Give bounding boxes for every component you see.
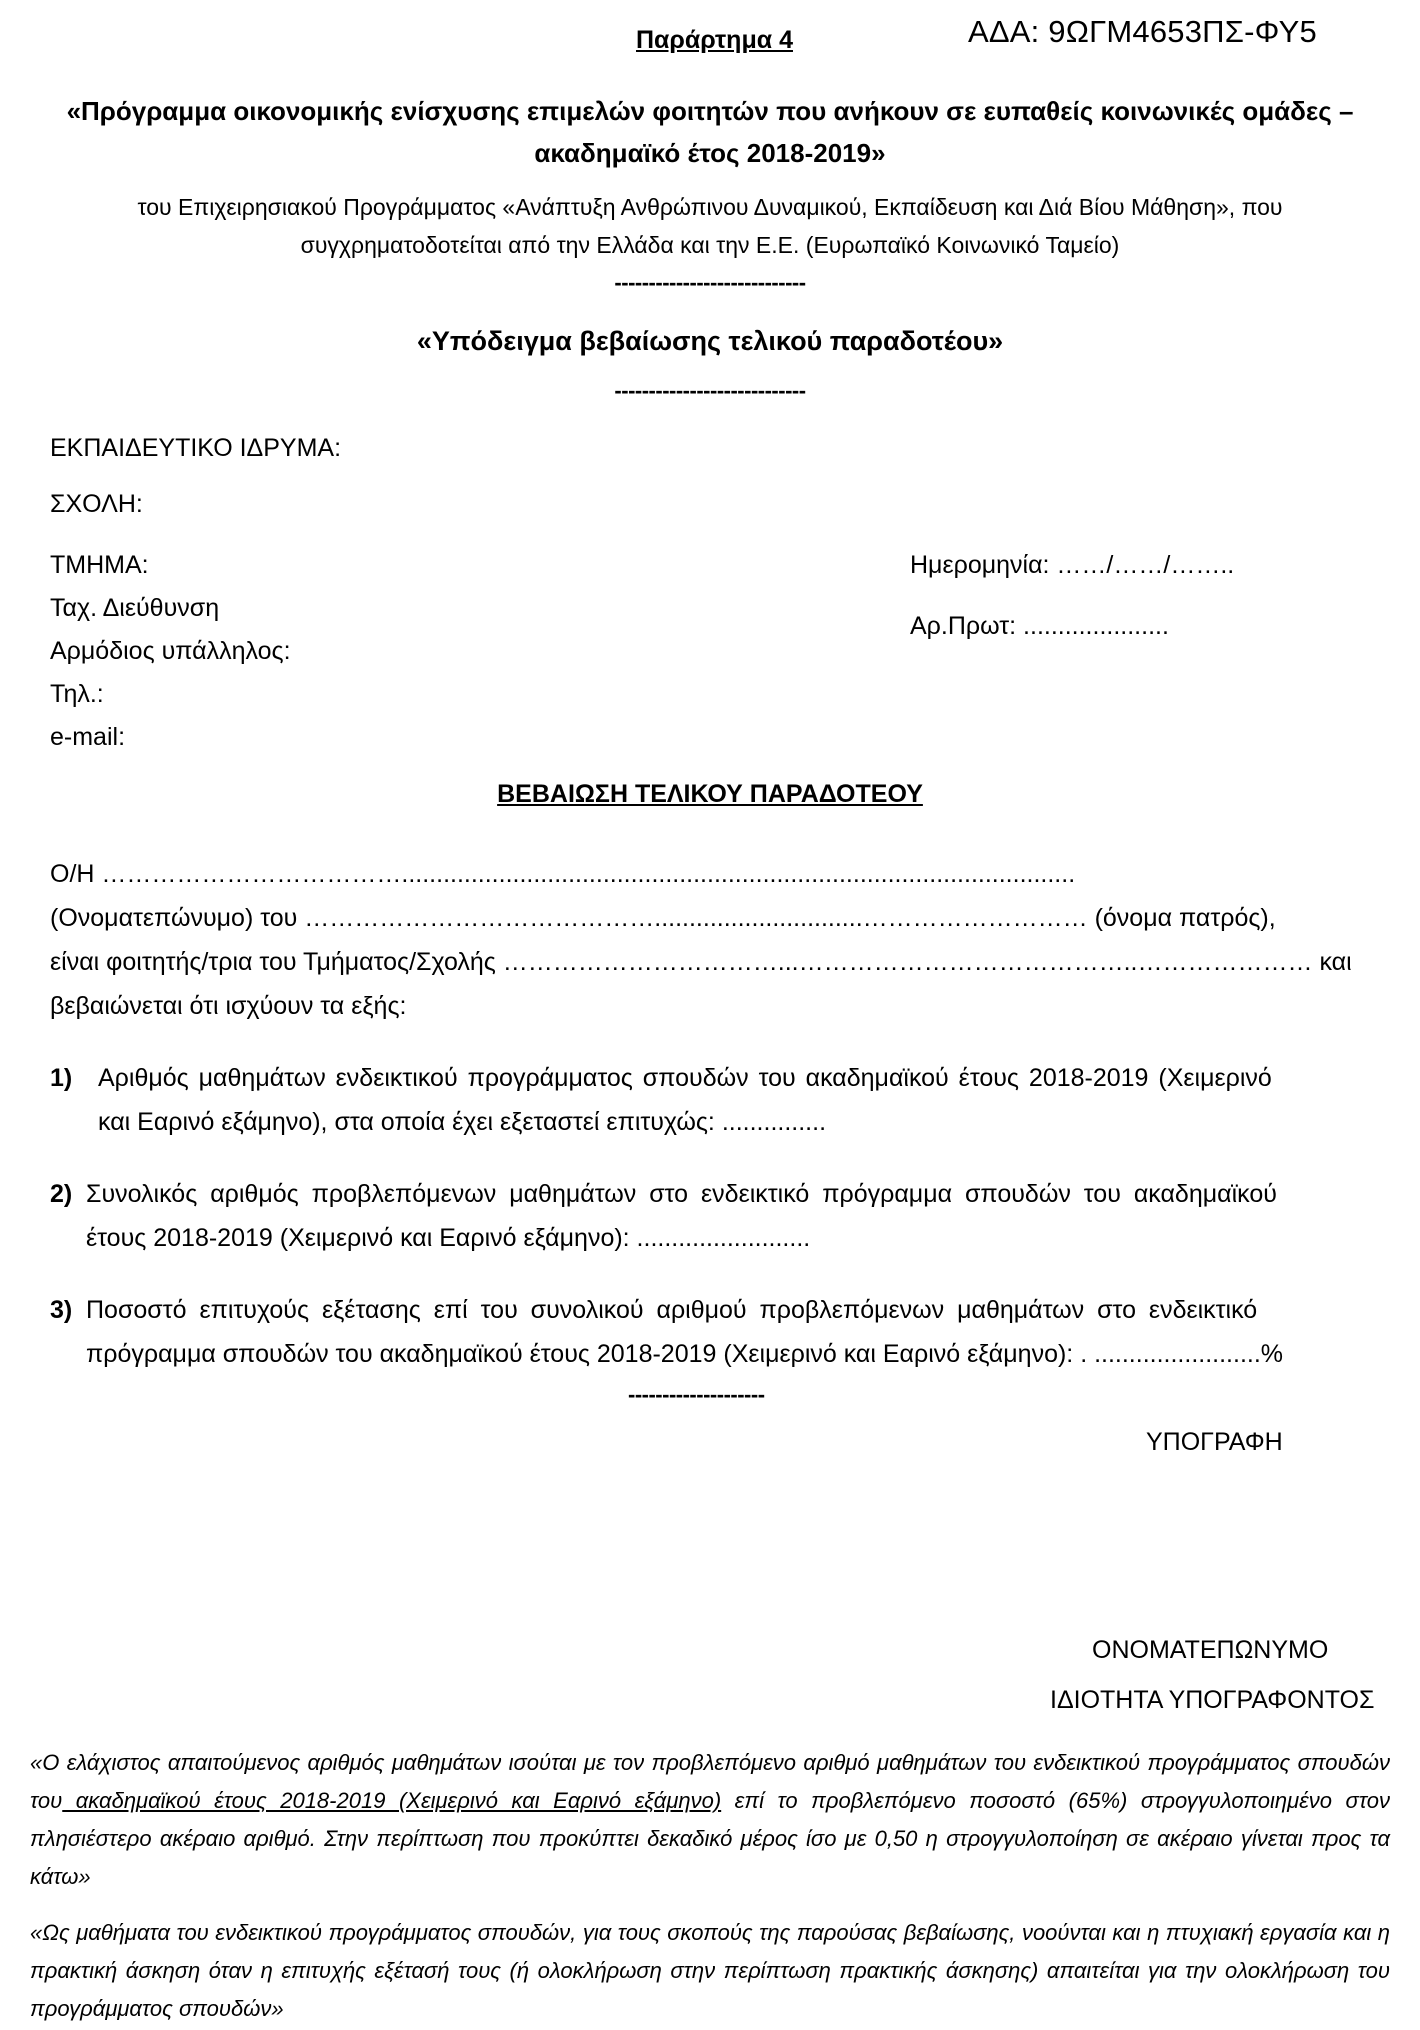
item-3-line2: πρόγραμμα σπουδών του ακαδημαϊκού έτους 2018-2019 (Χειμερινό και Εαρινό εξάμηνο): . ........................% [86, 1340, 1284, 1368]
program-title-line1: «Πρόγραμμα οικονομικής ενίσχυσης επιμελών φοιτητών που ανήκουν σε ευπαθείς κοινωνικές ομάδες – [66, 96, 1354, 126]
signature-label: ΥΠΟΓΡΑΦΗ [1146, 1428, 1283, 1456]
separator-signature: -------------------- [628, 1382, 765, 1407]
certificate-line-father: (Ονοματεπώνυμο) του ……………………………………..............................……………………… (όνομα πατρός), [50, 904, 1276, 932]
item-2-line1: Συνολικός αριθμός προβλεπόμενων μαθημάτων στο ενδεικτικό πρόγραμμα σπουδών του ακαδημαϊκού [86, 1180, 1277, 1208]
model-title: «Υπόδειγμα βεβαίωσης τελικού παραδοτέου» [416, 326, 1004, 356]
field-school: ΣΧΟΛΗ: [50, 490, 143, 518]
note-1-text-a: «Ο ελάχιστος απαιτούμενος αριθμός μαθημάτων ισούται με τον προβλεπόμενο αριθμό μαθημάτων του ενδεικτικού προγράμματος σπουδών του [30, 1750, 1390, 1813]
field-phone: Τηλ.: [50, 680, 104, 708]
note-1-text-b: επί το προβλεπόμενο ποσοστό (65%) στρογγυλοποιημένο στον πλησιέστερο ακέραιο αριθμό. Στην περίπτωση που προκύπτει δεκαδικό μέρος ίσο με 0,50 η στρογγυλοποίηση σε ακέραιο γίνεται προς τα κάτω» [30, 1788, 1390, 1889]
signer-name-label: ΟΝΟΜΑΤΕΠΩΝΥΜΟ [1092, 1636, 1329, 1664]
separator-bottom: ---------------------------- [614, 378, 806, 403]
ada-code: ΑΔΑ: 9ΩΓΜ4653ΠΣ-ΦΥ5 [968, 14, 1317, 49]
program-subtitle-line1: του Επιχειρησιακού Προγράμματος «Ανάπτυξη Ανθρώπινου Δυναμικού, Εκπαίδευση και Διά Βίου Μάθηση», που [137, 194, 1283, 220]
item-2-number: 2) [50, 1180, 73, 1208]
field-department: ΤΜΗΜΑ: [50, 551, 149, 579]
separator-top: ---------------------------- [614, 270, 806, 295]
item-1-line1: Αριθμός μαθημάτων ενδεικτικού προγράμματος σπουδών του ακαδημαϊκού έτους 2018-2019 (Χειμερινό [98, 1064, 1272, 1092]
item-3-number: 3) [50, 1296, 73, 1324]
item-3-line1: Ποσοστό επιτυχούς εξέτασης επί του συνολικού αριθμού προβλεπόμενων μαθημάτων στο ενδεικτικό [86, 1296, 1258, 1324]
certificate-line-name: Ο/Η ………………………………................................................................................................. [50, 860, 1076, 888]
item-1-line2: και Εαρινό εξάμηνο), στα οποία έχει εξεταστεί επιτυχώς: ............... [98, 1108, 827, 1136]
note-courses-definition: «Ως μαθήματα του ενδεικτικού προγράμματος σπουδών, για τους σκοπούς της παρούσας βεβαίωσης, νοούνται και η πτυχιακή εργασία και η πρακτική άσκηση όταν η επιτυχής εξέτασή τους (ή ολοκλήρωση στην περίπτωση πρακτικής άσκησης) απαιτείται για την ολοκλήρωση του προγράμματος σπουδών» [30, 1920, 1390, 2021]
annex-label: Παράρτημα 4 [636, 26, 793, 54]
item-2-line2: έτους 2018-2019 (Χειμερινό και Εαρινό εξάμηνο): ......................... [86, 1224, 811, 1252]
program-subtitle-line2: συγχρηματοδοτείται από την Ελλάδα και την Ε.Ε. (Ευρωπαϊκό Κοινωνικό Ταμείο) [300, 232, 1120, 258]
certificate-heading: ΒΕΒΑΙΩΣΗ ΤΕΛΙΚΟΥ ΠΑΡΑΔΟΤΕΟΥ [497, 780, 923, 808]
field-email: e-mail: [50, 723, 126, 751]
certificate-line-department: είναι φοιτητής/τρια του Τμήματος/Σχολής ……………………………...…………………………………..………………… και [50, 948, 1352, 976]
note-minimum-courses [30, 1744, 1390, 1896]
signer-capacity-label: ΙΔΙΟΤΗΤΑ ΥΠΟΓΡΑΦΟΝΤΟΣ [1050, 1686, 1375, 1714]
field-institution: ΕΚΠΑΙΔΕΥΤΙΚΟ ΙΔΡΥΜΑ: [50, 434, 342, 462]
field-officer: Αρμόδιος υπάλληλος: [50, 637, 291, 665]
note-1-underlined: ακαδημαϊκού έτους 2018-2019 (Χειμερινό και Εαρινό εξάμηνο) [62, 1788, 722, 1813]
program-title-line2: ακαδημαϊκό έτος 2018-2019» [534, 138, 886, 168]
certificate-line-intro: βεβαιώνεται ότι ισχύουν τα εξής: [50, 992, 407, 1020]
field-date: Ημερομηνία: ……/……/…….. [910, 551, 1235, 579]
field-address: Ταχ. Διεύθυνση [50, 594, 220, 622]
item-1-number: 1) [50, 1064, 73, 1092]
field-protocol: Αρ.Πρωτ: ..................... [910, 612, 1169, 640]
